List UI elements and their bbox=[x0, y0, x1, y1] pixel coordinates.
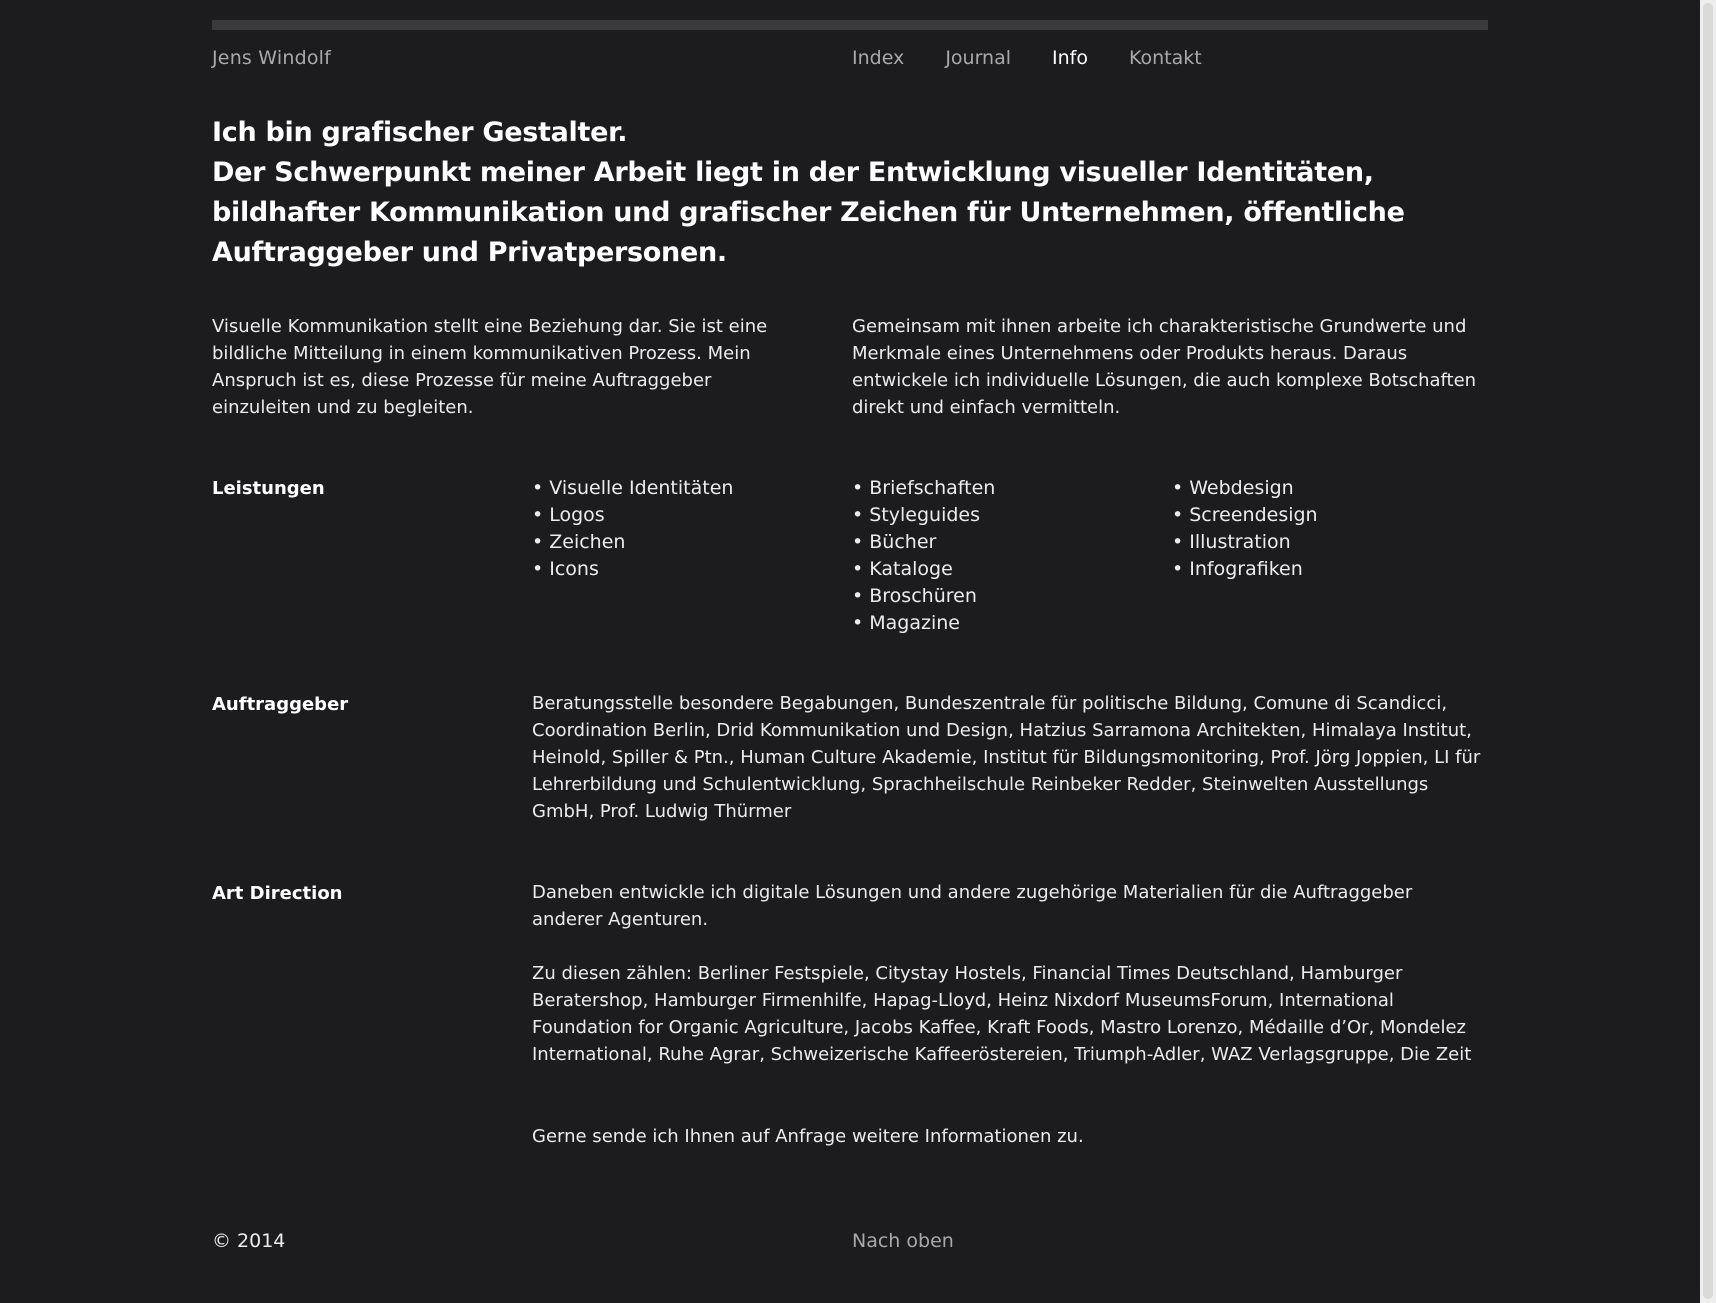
intro-heading bbox=[212, 113, 1488, 273]
nav-item-info[interactable]: Info bbox=[1052, 47, 1088, 69]
list-item: • Infografiken bbox=[1172, 556, 1318, 583]
intro-line-1: Ich bin grafischer Gestalter. bbox=[212, 117, 628, 148]
auftraggeber-text: Beratungsstelle besondere Begabungen, Bundeszentrale für politische Bildung, Comune di Scandicci, Coordination Berlin, Drid Kommunikation und Design, Hatzius Sarramona Architekten, Himalaya Institut, Heinold, Spiller & Ptn., Human Culture Akademie, Institut für Bildungsmonitoring, Prof. Jörg Joppien, LI für Lehrerbildung und Schulentwicklung, Sprachheilschule Reinbeker Redder, Steinwelten Ausstellungs GmbH, Prof. Ludwig Thürmer bbox=[532, 693, 1481, 822]
nav-item-kontakt[interactable]: Kontakt bbox=[1129, 47, 1202, 69]
leistungen-list-1 bbox=[532, 475, 733, 583]
list-item: • Visuelle Identitäten bbox=[532, 475, 733, 502]
list-item: • Broschüren bbox=[852, 583, 995, 610]
list-item: • Logos bbox=[532, 502, 733, 529]
list-item: • Zeichen bbox=[532, 529, 733, 556]
art-direction-label: Art Direction bbox=[212, 883, 343, 904]
list-item: • Kataloge bbox=[852, 556, 995, 583]
site-brand-link[interactable]: Jens Windolf bbox=[212, 47, 332, 69]
intro-column-right: Gemeinsam mit ihnen arbeite ich charakteristische Grundwerte und Merkmale eines Unternehmens oder Produkts heraus. Daraus entwickele ich individuelle Lösungen, die auch komplexe Botschaften direkt und einfach vermitteln. bbox=[852, 316, 1477, 418]
list-item: • Styleguides bbox=[852, 502, 995, 529]
list-item: • Bücher bbox=[852, 529, 995, 556]
intro-column-left: Visuelle Kommunikation stellt eine Beziehung dar. Sie ist eine bildliche Mitteilung in einem kommunikativen Prozess. Mein Anspruch ist es, diese Prozesse für meine Auftraggeber einzuleiten und zu begleiten. bbox=[212, 316, 768, 418]
list-item: • Icons bbox=[532, 556, 733, 583]
main-nav bbox=[852, 47, 1202, 69]
list-item: • Briefschaften bbox=[852, 475, 995, 502]
list-item: • Screendesign bbox=[1172, 502, 1318, 529]
art-direction-clients: Zu diesen zählen: Berliner Festspiele, Citystay Hostels, Financial Times Deutschland, Hamburger Beratershop, Hamburger Firmenhilfe, Hapag-Lloyd, Heinz Nixdorf MuseumsForum, International Foundation for Organic Agriculture, Jacobs Kaffee, Kraft Foods, Mastro Lorenzo, Médaille d’Or, Mondelez International, Ruhe Agrar, Schweizerische Kaffeeröstereien, Triumph-Adler, WAZ Verlagsgruppe, Die Zeit bbox=[532, 963, 1472, 1065]
footer-copyright: © 2014 bbox=[212, 1230, 286, 1252]
art-direction-intro: Daneben entwickle ich digitale Lösungen und andere zugehörige Materialien für die Auftraggeber anderer Agenturen. bbox=[532, 882, 1413, 930]
leistungen-label: Leistungen bbox=[212, 478, 325, 499]
leistungen-list-3 bbox=[1172, 475, 1318, 583]
nav-item-index[interactable]: Index bbox=[852, 47, 905, 69]
back-to-top-link[interactable]: Nach oben bbox=[852, 1230, 954, 1252]
scrollbar-thumb[interactable] bbox=[1703, 3, 1713, 1299]
intro-line-2: Der Schwerpunkt meiner Arbeit liegt in der Entwicklung visueller Identitäten, bildhafter Kommunikation und grafischer Zeichen für Unternehmen, öffentliche Auftraggeber und Privatpersonen. bbox=[212, 157, 1405, 268]
list-item: • Illustration bbox=[1172, 529, 1318, 556]
list-item: • Webdesign bbox=[1172, 475, 1318, 502]
art-direction-contact-note: Gerne sende ich Ihnen auf Anfrage weitere Informationen zu. bbox=[532, 1126, 1084, 1147]
top-accent-bar bbox=[212, 20, 1488, 30]
nav-item-journal[interactable]: Journal bbox=[945, 47, 1012, 69]
list-item: • Magazine bbox=[852, 610, 995, 637]
auftraggeber-label: Auftraggeber bbox=[212, 694, 349, 715]
leistungen-list-2 bbox=[852, 475, 995, 637]
